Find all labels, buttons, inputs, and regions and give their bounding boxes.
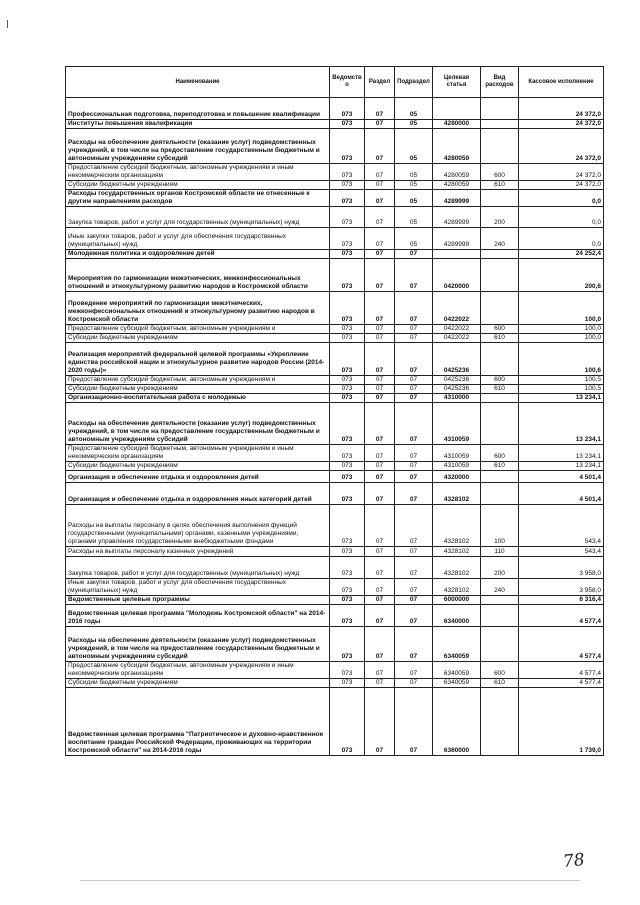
row-amount: 13 234,1: [519, 394, 604, 403]
header-subsection: Подраздел: [395, 67, 433, 98]
row-amount: 1 739,0: [519, 688, 604, 756]
row-exptype: 600: [481, 376, 519, 385]
row-name: Реализация мероприятий федеральной целевой программы «Укрепление единства российской нации и этнокультурное развитие народов России (2014-2020 годы)»: [66, 343, 330, 376]
page-number: 78: [562, 849, 586, 873]
row-dept: 073: [330, 129, 365, 164]
row-exptype: 600: [481, 164, 519, 181]
row-exptype: 610: [481, 385, 519, 394]
row-target: 6340059: [433, 662, 481, 679]
table-row: [66, 445, 604, 462]
row-section: 07: [365, 129, 395, 164]
row-amount: 543,4: [519, 505, 604, 547]
row-section: 07: [365, 385, 395, 394]
table-row: [66, 505, 604, 547]
row-target: 0422022: [433, 325, 481, 334]
row-section: 07: [365, 394, 395, 403]
row-amount: 200,6: [519, 259, 604, 292]
table-row: [66, 605, 604, 627]
header-amount: Кассовое исполнение: [519, 67, 604, 98]
row-target: 6000000: [433, 596, 481, 605]
row-amount: 0,0: [519, 190, 604, 207]
row-subsection: 05: [395, 98, 433, 120]
row-exptype: 610: [481, 679, 519, 688]
row-name: Институты повышения квалификации: [66, 120, 330, 129]
row-amount: 0,0: [519, 207, 604, 228]
row-target: 4289999: [433, 228, 481, 250]
row-target: 0425236: [433, 343, 481, 376]
row-dept: 073: [330, 259, 365, 292]
row-amount: 24 372,0: [519, 120, 604, 129]
row-exptype: [481, 259, 519, 292]
row-target: [433, 98, 481, 120]
row-exptype: 100: [481, 505, 519, 547]
row-section: 07: [365, 292, 395, 325]
table-row: [66, 259, 604, 292]
row-section: 07: [365, 181, 395, 190]
table-row: [66, 679, 604, 688]
row-amount: 100,6: [519, 343, 604, 376]
row-exptype: [481, 120, 519, 129]
row-name: Субсидии бюджетным учреждениям: [66, 462, 330, 471]
row-target: 0425236: [433, 376, 481, 385]
row-name: Субсидии бюджетным учреждениям: [66, 679, 330, 688]
row-section: 07: [365, 120, 395, 129]
row-dept: 073: [330, 627, 365, 662]
row-section: 07: [365, 605, 395, 627]
row-subsection: 07: [395, 605, 433, 627]
bottom-rule: [80, 880, 580, 881]
row-dept: 073: [330, 394, 365, 403]
row-subsection: 05: [395, 164, 433, 181]
row-target: 6340000: [433, 605, 481, 627]
row-amount: 543,4: [519, 547, 604, 557]
table-row: [66, 547, 604, 557]
row-name: Расходы на выплаты персоналу казенных учреждений: [66, 547, 330, 557]
row-target: 4328102: [433, 483, 481, 505]
row-target: 6340059: [433, 679, 481, 688]
row-name: Расходы государственных органов Костромской области не отнесенные к другим направлениям расходов: [66, 190, 330, 207]
row-section: 07: [365, 679, 395, 688]
table-row: [66, 164, 604, 181]
row-exptype: [481, 394, 519, 403]
row-section: 07: [365, 259, 395, 292]
row-exptype: 610: [481, 462, 519, 471]
table-row: [66, 343, 604, 376]
table-row: [66, 207, 604, 228]
row-dept: 073: [330, 250, 365, 259]
row-dept: 073: [330, 679, 365, 688]
row-exptype: [481, 292, 519, 325]
row-name: Субсидии бюджетным учреждениям: [66, 385, 330, 394]
row-dept: 073: [330, 688, 365, 756]
row-target: 6340059: [433, 627, 481, 662]
row-amount: 3 958,0: [519, 579, 604, 596]
row-amount: 100,0: [519, 292, 604, 325]
row-name: Расходы на обеспечение деятельности (оказание услуг) подведомственных учреждений, в том числе на предоставление государственным бюджетным и автономным учреждениям субсидий: [66, 403, 330, 445]
row-exptype: [481, 403, 519, 445]
row-subsection: 07: [395, 334, 433, 343]
row-subsection: 07: [395, 627, 433, 662]
row-dept: 073: [330, 483, 365, 505]
row-exptype: [481, 98, 519, 120]
row-exptype: 240: [481, 228, 519, 250]
row-section: 07: [365, 207, 395, 228]
header-target: Целевая статья: [433, 67, 481, 98]
row-section: 07: [365, 462, 395, 471]
row-section: 07: [365, 662, 395, 679]
row-name: Иные закупки товаров, работ и услуг для обеспечения государственных (муниципальных) нужд: [66, 228, 330, 250]
row-exptype: [481, 596, 519, 605]
row-subsection: 05: [395, 129, 433, 164]
row-dept: 073: [330, 292, 365, 325]
row-name: Предоставление субсидий бюджетным, автономным учреждениям и: [66, 376, 330, 385]
row-dept: 073: [330, 471, 365, 483]
row-exptype: 110: [481, 547, 519, 557]
row-name: Молодежная политика и оздоровление детей: [66, 250, 330, 259]
row-section: 07: [365, 483, 395, 505]
row-section: 07: [365, 376, 395, 385]
row-dept: 073: [330, 547, 365, 557]
row-subsection: 07: [395, 662, 433, 679]
budget-table: [65, 66, 604, 756]
row-exptype: 600: [481, 325, 519, 334]
row-amount: 13 234,1: [519, 403, 604, 445]
row-section: 07: [365, 596, 395, 605]
table-row: [66, 483, 604, 505]
row-target: 4280059: [433, 129, 481, 164]
row-dept: 073: [330, 207, 365, 228]
row-target: [433, 250, 481, 259]
row-subsection: 07: [395, 259, 433, 292]
row-section: 07: [365, 579, 395, 596]
row-dept: 073: [330, 557, 365, 579]
row-dept: 073: [330, 385, 365, 394]
row-subsection: 07: [395, 343, 433, 376]
row-subsection: 07: [395, 292, 433, 325]
row-dept: 073: [330, 325, 365, 334]
row-section: 07: [365, 228, 395, 250]
row-amount: 4 501,4: [519, 483, 604, 505]
row-dept: 073: [330, 596, 365, 605]
table-row: [66, 129, 604, 164]
row-dept: 073: [330, 334, 365, 343]
row-subsection: 07: [395, 679, 433, 688]
table-row: [66, 596, 604, 605]
row-exptype: 240: [481, 579, 519, 596]
row-target: 4320000: [433, 471, 481, 483]
row-dept: 073: [330, 120, 365, 129]
row-dept: 073: [330, 98, 365, 120]
row-name: Организационно-воспитательная работа с молодежью: [66, 394, 330, 403]
row-name: Мероприятия по гармонизации межэтнических, межконфессиональных отношений и этнокультурному развитию народов в Костромской области: [66, 259, 330, 292]
table-row: [66, 403, 604, 445]
table-header-row: [66, 67, 604, 98]
row-name: Субсидии бюджетным учреждениям: [66, 334, 330, 343]
table-body: [66, 98, 604, 756]
row-name: Иные закупки товаров, работ и услуг для обеспечения государственных (муниципальных) нужд: [66, 579, 330, 596]
row-amount: 4 577,4: [519, 662, 604, 679]
row-section: 07: [365, 627, 395, 662]
row-dept: 073: [330, 376, 365, 385]
row-name: Проведение мероприятий по гармонизации межэтнических, межконфессиональных отношений и этнокультурному развитию народов в Костромской области: [66, 292, 330, 325]
row-name: Профессиональная подготовка, переподготовка и повышение квалификации: [66, 98, 330, 120]
row-name: Расходы на обеспечение деятельности (оказание услуг) подведомственных учреждений, в том числе на предоставление государственным бюджетным и автономным учреждениям субсидий: [66, 129, 330, 164]
table-row: [66, 627, 604, 662]
table-row: [66, 98, 604, 120]
row-section: 07: [365, 250, 395, 259]
row-section: 07: [365, 471, 395, 483]
row-target: 6360000: [433, 688, 481, 756]
table-row: [66, 325, 604, 334]
row-name: Ведомственная целевая программа "Патриотическое и духовно-нравственное воспитание граждан Российской Федерации, проживающих на территории Костромской области" на 2014-2016 годы: [66, 688, 330, 756]
row-exptype: [481, 627, 519, 662]
table-row: [66, 181, 604, 190]
table-row: [66, 228, 604, 250]
row-exptype: 200: [481, 557, 519, 579]
scan-mark: [7, 20, 8, 28]
row-dept: 073: [330, 190, 365, 207]
row-subsection: 07: [395, 445, 433, 462]
row-exptype: 600: [481, 662, 519, 679]
row-subsection: 07: [395, 376, 433, 385]
row-name: Ведомственные целевые программы: [66, 596, 330, 605]
table-row: [66, 376, 604, 385]
row-subsection: 07: [395, 579, 433, 596]
row-amount: 3 958,0: [519, 557, 604, 579]
row-section: 07: [365, 343, 395, 376]
row-target: 0422022: [433, 292, 481, 325]
row-name: Субсидии бюджетным учреждениям: [66, 181, 330, 190]
row-target: 4289999: [433, 207, 481, 228]
row-subsection: 07: [395, 471, 433, 483]
header-name: Наименование: [66, 67, 330, 98]
row-subsection: 05: [395, 181, 433, 190]
row-target: 0425236: [433, 385, 481, 394]
header-dept: Ведомство: [330, 67, 365, 98]
row-target: 4310059: [433, 445, 481, 462]
row-target: 4328102: [433, 579, 481, 596]
row-target: 0420000: [433, 259, 481, 292]
row-amount: 4 501,4: [519, 471, 604, 483]
header-section: Раздел: [365, 67, 395, 98]
row-exptype: 610: [481, 181, 519, 190]
row-dept: 073: [330, 462, 365, 471]
row-amount: 0,0: [519, 228, 604, 250]
row-name: Организация и обеспечение отдыха и оздоровления иных категорий детей: [66, 483, 330, 505]
table-row: [66, 579, 604, 596]
row-amount: 24 252,4: [519, 250, 604, 259]
row-target: 4310059: [433, 403, 481, 445]
row-amount: 4 577,4: [519, 627, 604, 662]
row-exptype: [481, 688, 519, 756]
row-amount: 24 372,0: [519, 164, 604, 181]
row-dept: 073: [330, 579, 365, 596]
row-dept: 073: [330, 605, 365, 627]
row-amount: 24 372,0: [519, 98, 604, 120]
row-dept: 073: [330, 164, 365, 181]
table-row: [66, 662, 604, 679]
row-target: 4280000: [433, 120, 481, 129]
row-target: 4328102: [433, 557, 481, 579]
row-dept: 073: [330, 228, 365, 250]
row-name: Организация и обеспечение отдыха и оздоровления детей: [66, 471, 330, 483]
row-subsection: 05: [395, 190, 433, 207]
row-exptype: 600: [481, 445, 519, 462]
row-dept: 073: [330, 181, 365, 190]
row-subsection: 05: [395, 120, 433, 129]
row-exptype: [481, 250, 519, 259]
row-section: 07: [365, 688, 395, 756]
row-target: 4328102: [433, 547, 481, 557]
row-amount: 13 234,1: [519, 462, 604, 471]
row-section: 07: [365, 403, 395, 445]
row-target: 0422022: [433, 334, 481, 343]
row-exptype: [481, 129, 519, 164]
table-row: [66, 471, 604, 483]
row-dept: 073: [330, 445, 365, 462]
row-name: Предоставление субсидий бюджетным, автономным учреждениям и: [66, 325, 330, 334]
row-target: 4310000: [433, 394, 481, 403]
row-subsection: 07: [395, 462, 433, 471]
row-target: 4280059: [433, 164, 481, 181]
row-subsection: 05: [395, 207, 433, 228]
row-name: Закупка товаров, работ и услуг для государственных (муниципальных) нужд: [66, 207, 330, 228]
table-row: [66, 120, 604, 129]
row-section: 07: [365, 505, 395, 547]
header-exptype: Вид расходов: [481, 67, 519, 98]
table-row: [66, 292, 604, 325]
row-section: 07: [365, 334, 395, 343]
row-subsection: 07: [395, 596, 433, 605]
table-row: [66, 250, 604, 259]
row-amount: 100,0: [519, 334, 604, 343]
row-dept: 073: [330, 403, 365, 445]
table-row: [66, 190, 604, 207]
row-exptype: 610: [481, 334, 519, 343]
row-target: 4328102: [433, 505, 481, 547]
row-exptype: [481, 190, 519, 207]
row-subsection: 07: [395, 547, 433, 557]
row-subsection: 07: [395, 403, 433, 445]
table-row: [66, 462, 604, 471]
row-name: Предоставление субсидий бюджетным, автономным учреждениям и иным некоммерческим организациям: [66, 445, 330, 462]
row-exptype: [481, 605, 519, 627]
row-exptype: 200: [481, 207, 519, 228]
row-name: Закупка товаров, работ и услуг для государственных (муниципальных) нужд: [66, 557, 330, 579]
row-amount: 4 577,4: [519, 605, 604, 627]
row-subsection: 07: [395, 505, 433, 547]
row-amount: 24 372,0: [519, 129, 604, 164]
table-row: [66, 688, 604, 756]
row-amount: 6 316,4: [519, 596, 604, 605]
row-amount: 100,0: [519, 325, 604, 334]
row-exptype: [481, 483, 519, 505]
row-subsection: 07: [395, 385, 433, 394]
row-name: Предоставление субсидий бюджетным, автономным учреждениям и иным некоммерческим организациям: [66, 164, 330, 181]
row-section: 07: [365, 547, 395, 557]
row-subsection: 07: [395, 483, 433, 505]
table-row: [66, 394, 604, 403]
row-section: 07: [365, 557, 395, 579]
row-dept: 073: [330, 343, 365, 376]
row-section: 07: [365, 164, 395, 181]
row-subsection: 07: [395, 557, 433, 579]
row-subsection: 07: [395, 325, 433, 334]
row-dept: 073: [330, 662, 365, 679]
table-row: [66, 385, 604, 394]
row-section: 07: [365, 190, 395, 207]
row-target: 4289999: [433, 190, 481, 207]
row-target: 4280059: [433, 181, 481, 190]
row-subsection: 07: [395, 394, 433, 403]
row-name: Расходы на обеспечение деятельности (оказание услуг) подведомственных учреждений, в том числе на предоставление государственным бюджетным и автономным учреждениям субсидий: [66, 627, 330, 662]
row-amount: 100,5: [519, 385, 604, 394]
row-subsection: 07: [395, 250, 433, 259]
row-amount: 100,5: [519, 376, 604, 385]
row-section: 07: [365, 325, 395, 334]
row-name: Ведомственная целевая программа "Молодежь Костромской области" на 2014-2016 годы: [66, 605, 330, 627]
row-dept: 073: [330, 505, 365, 547]
row-amount: 13 234,1: [519, 445, 604, 462]
row-name: Расходы на выплаты персоналу в целях обеспечения выполнения функций государственными (муниципальными) органами, казенными учреждениями, органами управления государственными внебюджетными фондами: [66, 505, 330, 547]
row-section: 07: [365, 445, 395, 462]
row-section: 07: [365, 98, 395, 120]
row-target: 4310059: [433, 462, 481, 471]
row-name: Предоставление субсидий бюджетным, автономным учреждениям и иным некоммерческим организациям: [66, 662, 330, 679]
table-row: [66, 557, 604, 579]
row-exptype: [481, 343, 519, 376]
row-exptype: [481, 471, 519, 483]
row-subsection: 07: [395, 688, 433, 756]
row-amount: 4 577,4: [519, 679, 604, 688]
table-row: [66, 334, 604, 343]
row-subsection: 05: [395, 228, 433, 250]
row-amount: 24 372,0: [519, 181, 604, 190]
